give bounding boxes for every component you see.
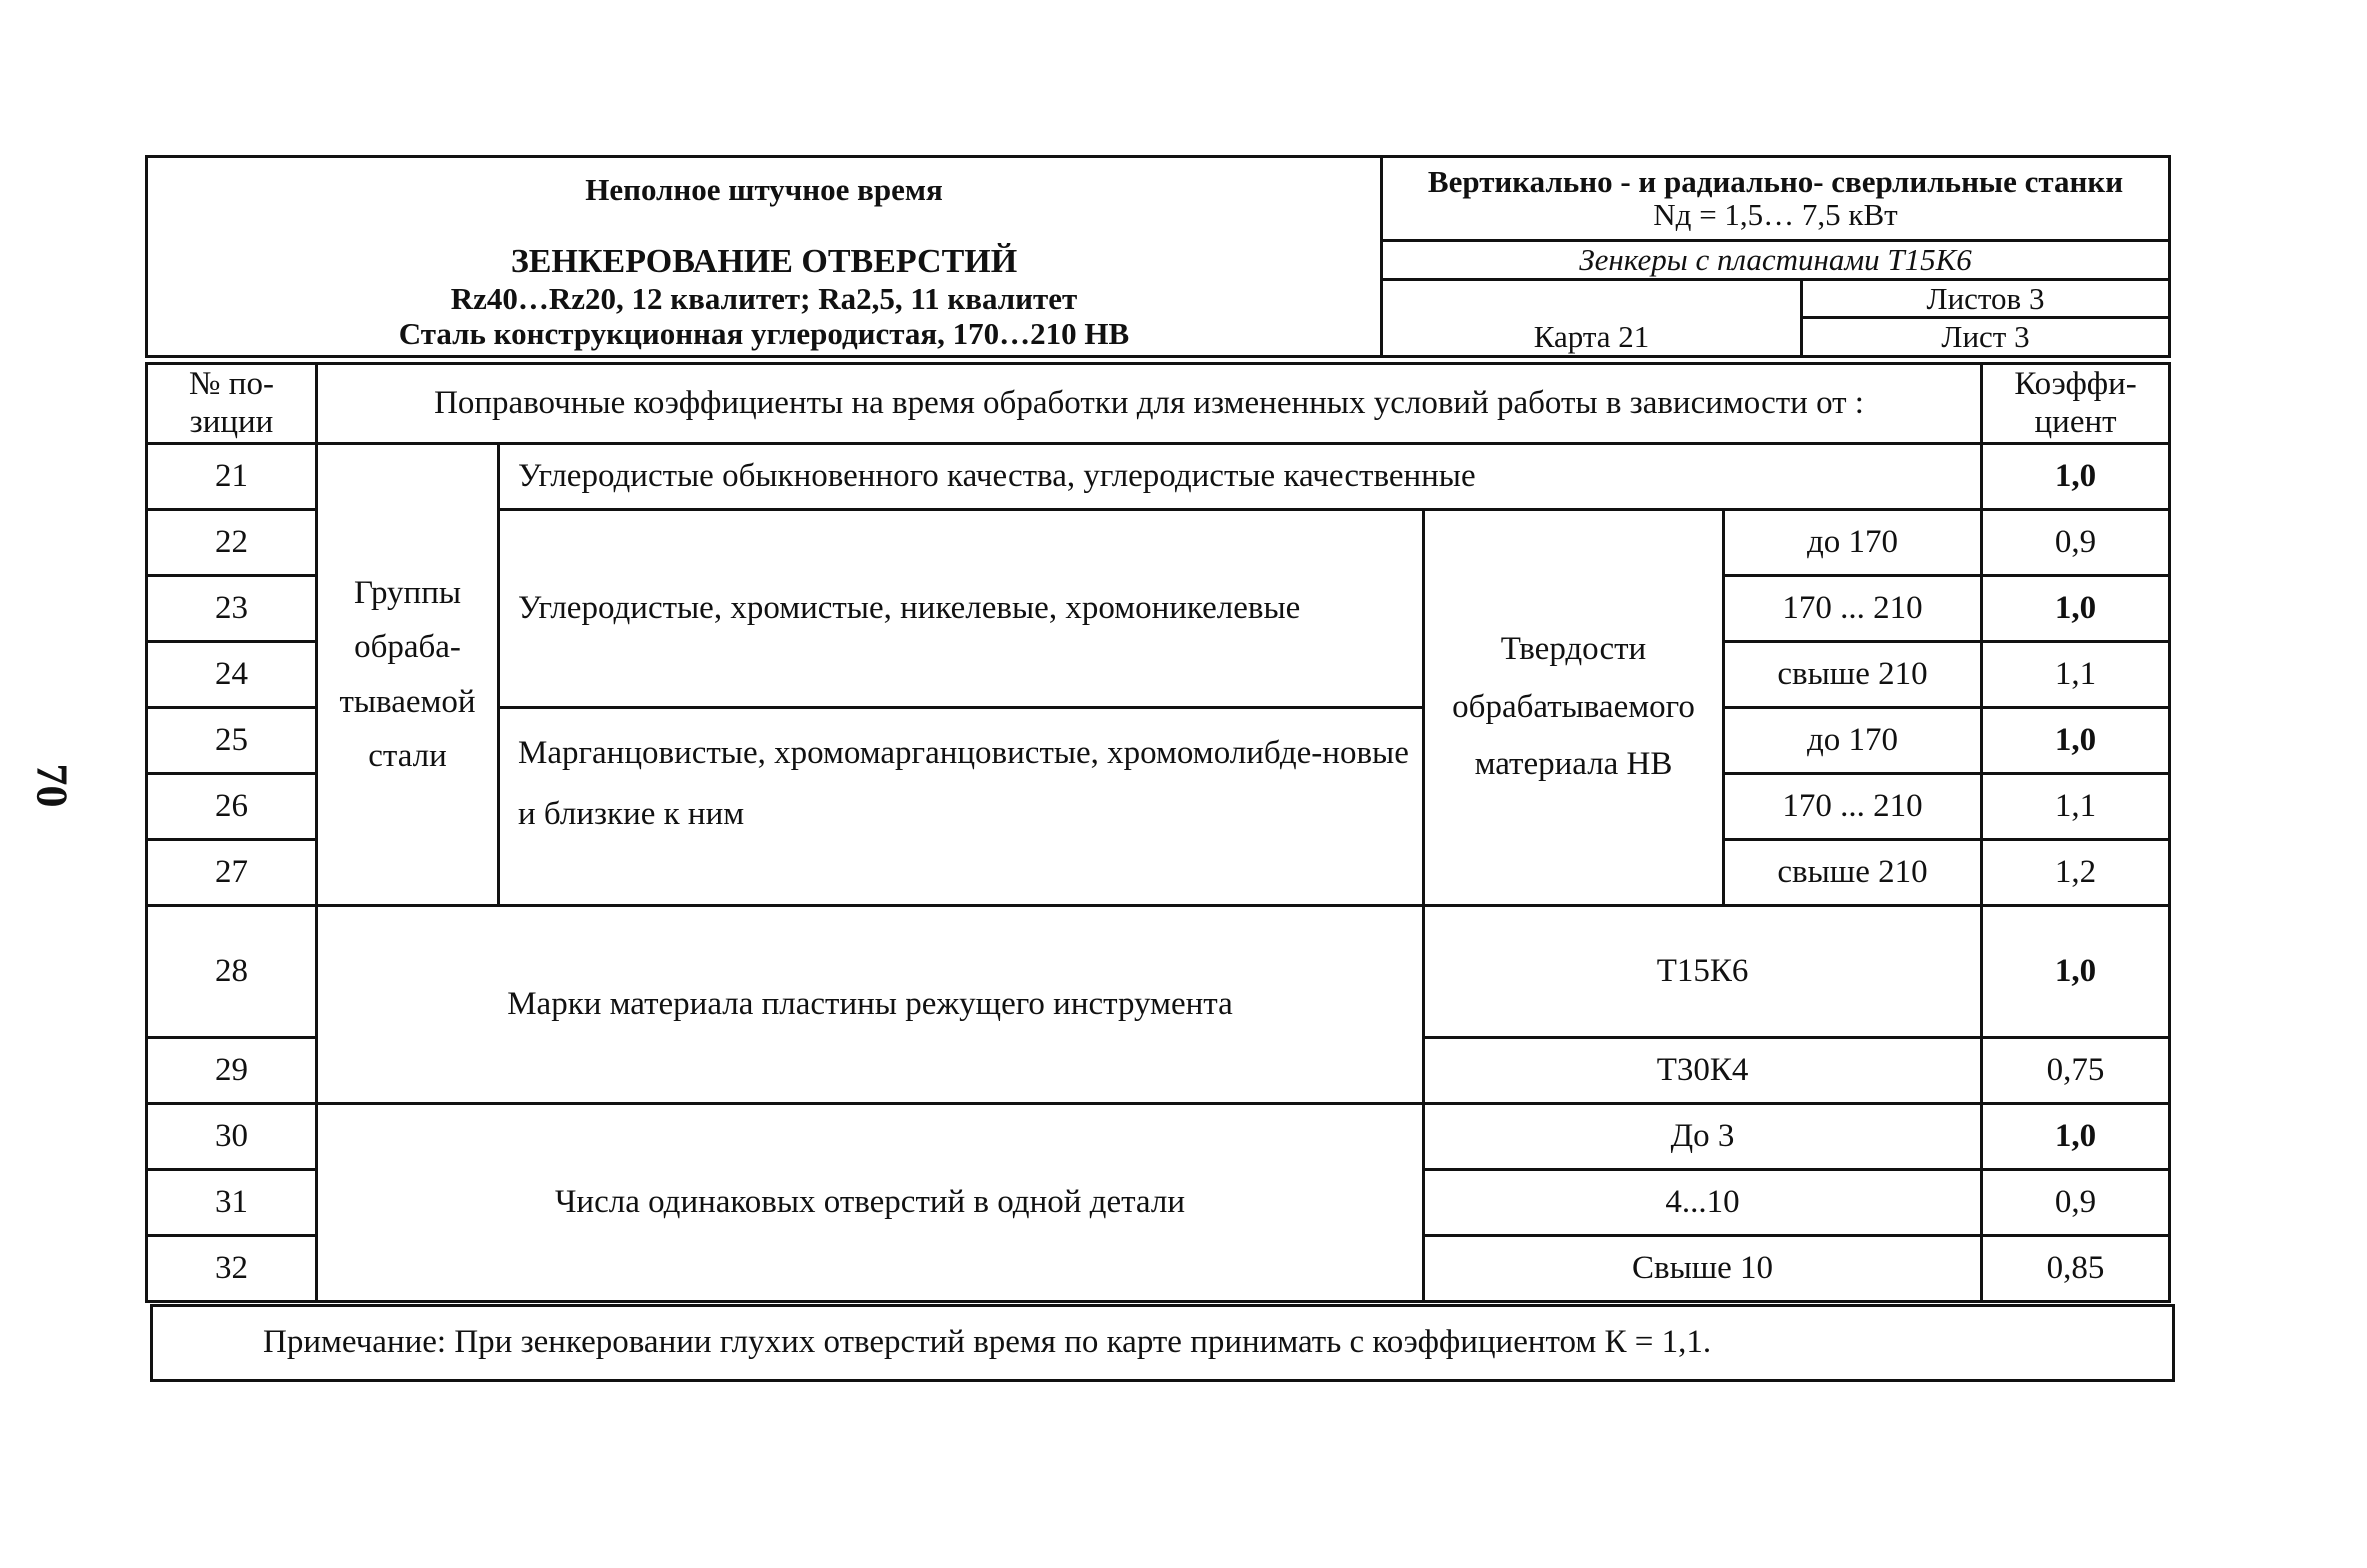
steel-type-3: Марганцовистые, хромомарганцовистые, хромомолибде-новые и близкие к ним [499,708,1424,906]
condition-value: свыше 210 [1724,840,1982,906]
header-table [145,155,2171,358]
row-number: 30 [147,1104,317,1170]
tools-label: Зенкеры с пластинами Т15К6 [1382,241,2170,280]
condition-value: до 170 [1724,510,1982,576]
row-number: 21 [147,444,317,510]
condition-value: Т30К4 [1424,1038,1982,1104]
header-subtitle-2: Сталь конструкционная углеродистая, 170…210 НВ [398,316,1130,352]
row-number: 25 [147,708,317,774]
machines-cell [1382,157,2170,241]
coef-value: 0,75 [1982,1038,2170,1104]
table-row [147,906,2170,1038]
row-number: 23 [147,576,317,642]
condition-value: до 170 [1724,708,1982,774]
condition-value: свыше 210 [1724,642,1982,708]
col-header-position: № по- зиции [147,364,317,444]
condition-value: До 3 [1424,1104,1982,1170]
card-label: Карта 21 [1382,279,1802,356]
header-time-type: Неполное штучное время [585,172,943,207]
holes-label: Числа одинаковых отверстий в одной детали [317,1104,1424,1302]
row-number: 31 [147,1170,317,1236]
page-title: ЗЕНКЕРОВАНИЕ ОТВЕРСТИЙ [510,242,1018,280]
note-text: Примечание: При зенкеровании глухих отверстий время по карте принимать с коэффициентом К = 1,1. [152,1306,2174,1381]
coef-value: 1,0 [1982,576,2170,642]
row-number: 32 [147,1236,317,1302]
coef-value: 1,2 [1982,840,2170,906]
row-number: 26 [147,774,317,840]
row-number: 24 [147,642,317,708]
coef-value: 0,9 [1982,1170,2170,1236]
coef-value: 0,9 [1982,510,2170,576]
condition-value: Свыше 10 [1424,1236,1982,1302]
coef-value: 1,0 [1982,906,2170,1038]
condition-value: 170 ... 210 [1724,774,1982,840]
row-number: 22 [147,510,317,576]
table-row [147,444,2170,510]
note-table [150,1304,2175,1382]
row-number: 29 [147,1038,317,1104]
hardness-label: Твердости обрабатываемого материала НВ [1424,510,1724,906]
power-label: Nд = 1,5… 7,5 кВт [1653,196,1898,232]
machines-label: Вертикально - и радиально- сверлильные станки [1427,163,2124,199]
page-number: 70 [27,763,77,808]
coef-value: 1,0 [1982,1104,2170,1170]
header-subtitle-1: Rz40…Rz20, 12 квалитет; Ra2,5, 11 квалитет [450,280,1078,316]
steel-group-label: Группы обраба-тываемой стали [317,444,499,906]
coefficients-table [145,362,2171,1303]
condition-value: 4...10 [1424,1170,1982,1236]
table-row [147,1104,2170,1170]
sheet-label: Лист 3 [1802,318,2170,357]
coef-value: 1,1 [1982,642,2170,708]
condition-value: Т15К6 [1424,906,1982,1038]
coef-value: 1,0 [1982,444,2170,510]
condition-value: 170 ... 210 [1724,576,1982,642]
tool-material-label: Марки материала пластины режущего инструмента [317,906,1424,1104]
row-number: 28 [147,906,317,1038]
coef-value: 0,85 [1982,1236,2170,1302]
steel-type-2: Углеродистые, хромистые, никелевые, хромоникелевые [499,510,1424,708]
coef-value: 1,0 [1982,708,2170,774]
sheets-total-label: Листов 3 [1802,279,2170,318]
col-header-coef: Коэффи- циент [1982,364,2170,444]
header-title-cell [147,157,1382,357]
steel-type-1: Углеродистые обыкновенного качества, углеродистые качественные [499,444,1982,510]
col-header-description: Поправочные коэффициенты на время обработки для измененных условий работы в зависимости от : [317,364,1982,444]
row-number: 27 [147,840,317,906]
coef-value: 1,1 [1982,774,2170,840]
